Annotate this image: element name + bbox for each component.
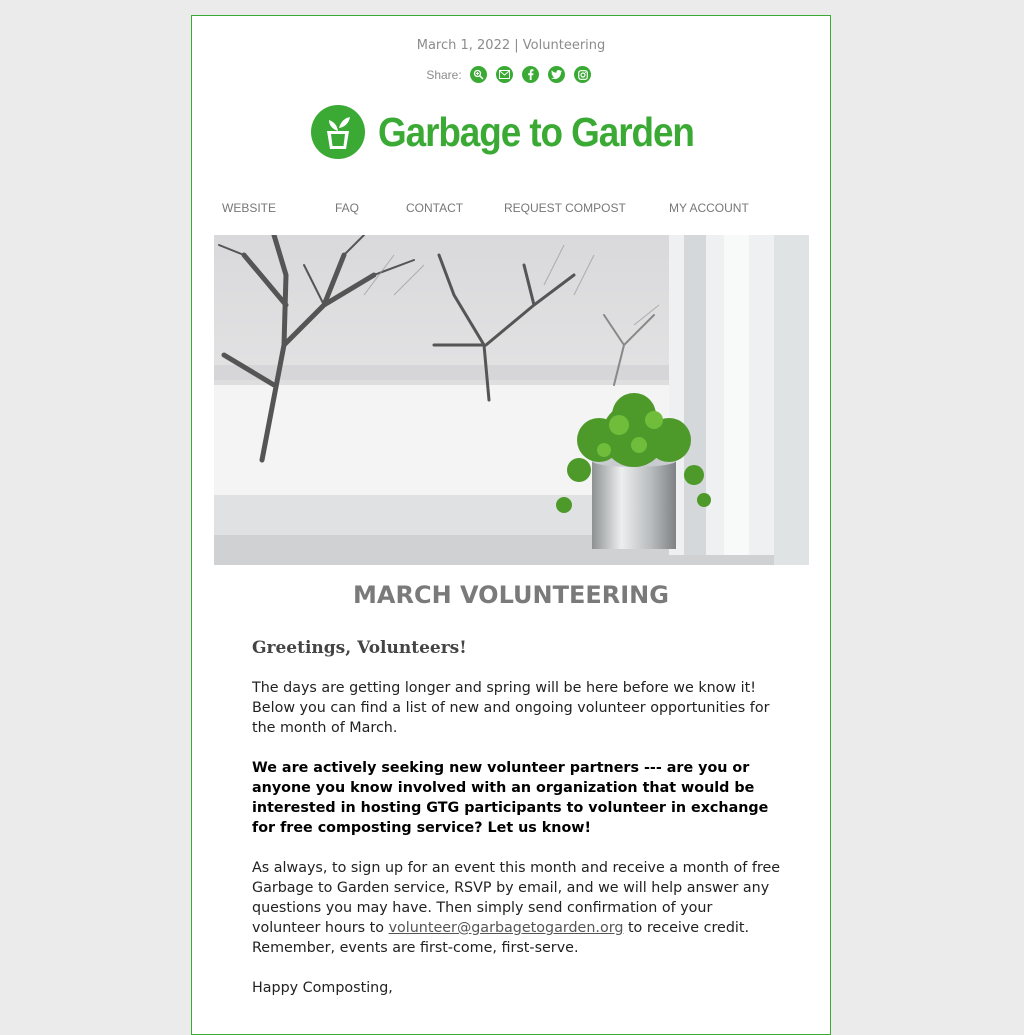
newsletter-card	[191, 15, 831, 1035]
page-title: MARCH VOLUNTEERING	[353, 581, 669, 609]
partners-callout: We are actively seeking new volunteer partners --- are you or anyone you know involved with an organization that would be interested in hosting GTG participants to volunteer in exchange for free composting service? Let us know!	[252, 760, 769, 836]
email-icon[interactable]	[496, 66, 513, 83]
post-meta	[192, 38, 830, 53]
nav-item-website[interactable]: WEBSITE	[222, 201, 277, 215]
brand-name: Garbage to Garden	[378, 108, 694, 155]
facebook-icon[interactable]	[522, 66, 539, 83]
share-label: Share:	[426, 67, 462, 82]
meta-separator: |	[514, 38, 519, 53]
signup-text-after: to receive credit. Remember, events are first-come, first-serve.	[252, 920, 750, 956]
hero-image	[214, 235, 809, 565]
volunteer-email-link[interactable]: volunteer@garbagetogarden.org	[388, 920, 624, 936]
nav-item-my-account[interactable]: MY ACCOUNT	[669, 201, 749, 215]
signup-text-before: As always, to sign up for an event this month and receive a month of free Garbage to Garden service, RSVP by email, and we will help answer any questions you may have. Then simply send confirmation of your volunteer hours to	[252, 860, 781, 936]
twitter-icon[interactable]	[548, 66, 565, 83]
nav-item-contact[interactable]: CONTACT	[406, 201, 464, 215]
main-nav	[192, 201, 832, 215]
share-bar	[192, 66, 830, 83]
post-category: Volunteering	[522, 38, 606, 53]
instagram-icon[interactable]	[574, 66, 591, 83]
signup-paragraph	[252, 858, 782, 958]
greeting: Greetings, Volunteers!	[252, 638, 467, 658]
nav-item-faq[interactable]: FAQ	[335, 201, 360, 215]
post-date: March 1, 2022	[416, 38, 511, 53]
signoff: Happy Composting,	[252, 980, 393, 996]
nav-item-request-compost[interactable]: REQUEST COMPOST	[504, 201, 626, 215]
intro-paragraph: The days are getting longer and spring will be here before we know it! Below you can find a list of new and ongoing volunteer opportunities for the month of March.	[252, 680, 770, 736]
search-zoom-icon[interactable]	[470, 66, 487, 83]
brand-logo[interactable]	[310, 104, 729, 160]
article-body	[252, 638, 782, 1018]
compost-bin-logo-icon	[310, 104, 366, 160]
